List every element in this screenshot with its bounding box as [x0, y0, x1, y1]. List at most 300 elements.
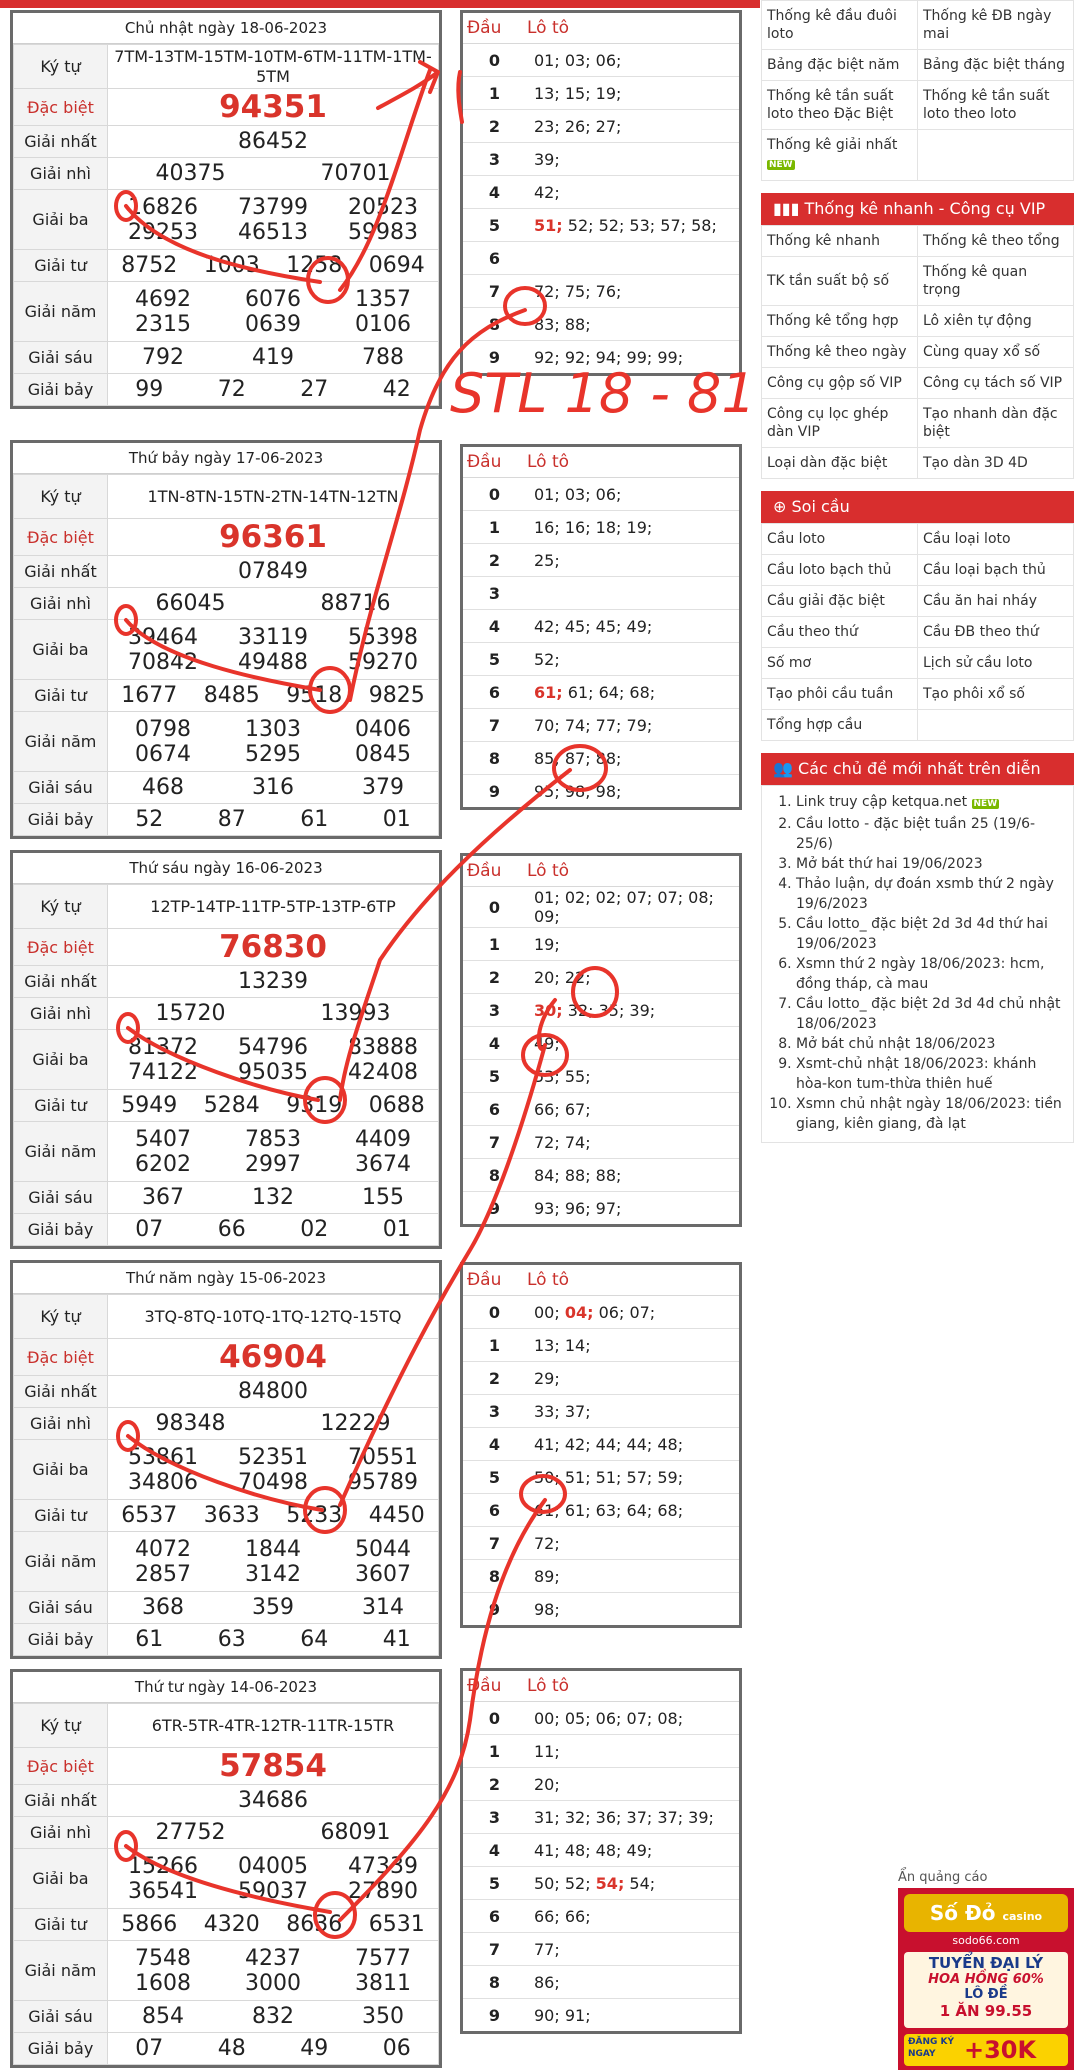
sidebar-link[interactable]: Công cụ lọc ghép dàn VIP: [762, 399, 918, 448]
draw-card: [10, 10, 442, 409]
sidebar-link[interactable]: Lịch sử cầu loto: [918, 648, 1074, 679]
prize-value: [108, 620, 439, 680]
prize-value: [108, 1849, 439, 1909]
prize-number: 3811: [355, 1970, 411, 1996]
prize-number: 4072: [135, 1536, 191, 1562]
prize-label: Giải bảy: [14, 374, 108, 406]
prize-number: 367: [142, 1185, 184, 1210]
loto-values: 77;: [526, 1933, 739, 1966]
prize-label: Giải nhì: [14, 158, 108, 190]
prize-value: [108, 1214, 439, 1246]
sidebar-link[interactable]: Công cụ gộp số VIP: [762, 368, 918, 399]
forum-topic-link[interactable]: 8. Mở bát chủ nhật 18/06/2023: [796, 1034, 1067, 1054]
prize-value: [108, 1440, 439, 1500]
prize-row-g2: [14, 998, 439, 1030]
prize-number: 52: [135, 807, 164, 832]
prize-row-g3: [14, 1440, 439, 1500]
sidebar-link[interactable]: Tổng hợp cầu: [762, 710, 918, 741]
loto-header: [463, 447, 739, 478]
loto-row: [463, 209, 739, 242]
prize-row-g3: [14, 190, 439, 250]
sidebar-link: [918, 130, 1074, 181]
loto-values: 00; 04; 06; 07;: [526, 1296, 739, 1329]
sidebar-link[interactable]: Bảng đặc biệt năm: [762, 50, 918, 81]
prize-number: 1844: [245, 1536, 301, 1562]
sidebar-link[interactable]: Tạo dàn 3D 4D: [918, 448, 1074, 479]
loto-head-digit: 9: [463, 1192, 526, 1225]
loto-row: [463, 1428, 739, 1461]
prize-number: 1357: [355, 286, 411, 312]
prize-number: 68091: [320, 1820, 391, 1845]
sidebar-link[interactable]: Lô xiên tự động: [918, 306, 1074, 337]
prize-number: 59270: [348, 649, 418, 675]
prize-number: 55398: [348, 624, 418, 650]
prize-row-g1: [14, 556, 439, 588]
prize-number: 27: [300, 377, 329, 402]
prize-value: [108, 772, 439, 804]
prize-label: Ký tự: [14, 1704, 108, 1748]
prize-number: 7853: [245, 1126, 301, 1152]
prize-value: [108, 2033, 439, 2065]
loto-values: 86;: [526, 1966, 739, 1999]
loto-head-label: Đầu: [463, 1671, 526, 1702]
loto-row: [463, 928, 739, 961]
sidebar-link[interactable]: Cầu loto bạch thủ: [762, 555, 918, 586]
prize-label: Giải tư: [14, 1909, 108, 1941]
prize-number: 6076: [245, 286, 301, 312]
loto-card: [460, 444, 742, 810]
prize-label: Giải sáu: [14, 772, 108, 804]
loto-row: [463, 1527, 739, 1560]
prize-number: 314: [362, 1595, 404, 1620]
prize-value: 6TR-5TR-4TR-12TR-11TR-15TR: [108, 1704, 439, 1748]
loto-row: [463, 1999, 739, 2032]
forum-topic-link[interactable]: 7. Cầu lotto_ đặc biệt 2d 3d 4d chủ nhật 18/06/2023: [796, 994, 1067, 1034]
loto-values: 51; 52; 52; 53; 57; 58;: [526, 209, 739, 242]
prize-number: 6202: [135, 1151, 191, 1177]
prize-number: 2315: [135, 311, 191, 337]
sidebar-link[interactable]: Cầu loto: [762, 524, 918, 555]
prize-number: 59037: [238, 1878, 308, 1904]
loto-row: [463, 1329, 739, 1362]
loto-values-label: Lô tô: [526, 1265, 739, 1296]
sidebar-link-row: [762, 337, 1074, 368]
loto-header: [463, 1671, 739, 1702]
handwritten-note: STL 18 - 81: [450, 362, 756, 425]
draw-date-title: Thứ sáu ngày 16-06-2023: [13, 853, 439, 884]
prize-label: Giải năm: [14, 712, 108, 772]
prize-number: 9825: [368, 683, 425, 708]
loto-values: 13; 14;: [526, 1329, 739, 1362]
special-loto: 61;: [534, 682, 563, 702]
loto-values: 30; 32; 35; 39;: [526, 994, 739, 1027]
loto-values: 83; 88;: [526, 308, 739, 341]
prize-number: 1003: [203, 253, 260, 278]
sidebar-link[interactable]: Bảng đặc biệt tháng: [918, 50, 1074, 81]
loto-head-digit: 0: [463, 1702, 526, 1735]
loto-values: 20;: [526, 1768, 739, 1801]
prize-number: 64: [300, 1627, 329, 1652]
loto-head-digit: 2: [463, 1768, 526, 1801]
sidebar-link[interactable]: Cầu loại bạch thủ: [918, 555, 1074, 586]
prize-number: 6537: [121, 1503, 178, 1528]
loto-values: 42;: [526, 176, 739, 209]
prize-label: Giải bảy: [14, 1214, 108, 1246]
sidebar-link[interactable]: Số mơ: [762, 648, 918, 679]
loto-head-digit: 0: [463, 887, 526, 928]
forum-topic-link[interactable]: 6. Xsmn thứ 2 ngày 18/06/2023: hcm, đồng tháp, cà mau: [796, 954, 1067, 994]
loto-values-label: Lô tô: [526, 1671, 739, 1702]
loto-row: [463, 577, 739, 610]
vip-section-title: Thống kê nhanh - Công cụ VIP: [804, 199, 1046, 218]
sidebar-link[interactable]: Cùng quay xổ số: [918, 337, 1074, 368]
prize-number: 0845: [355, 741, 411, 767]
sidebar-link-row: [762, 586, 1074, 617]
sidebar-link-row: [762, 555, 1074, 586]
loto-head-digit: 5: [463, 1461, 526, 1494]
loto-row: [463, 1395, 739, 1428]
sidebar-link[interactable]: Thống kê tần suất loto theo loto: [918, 81, 1074, 130]
loto-head-digit: 3: [463, 1801, 526, 1834]
loto-values: 29;: [526, 1362, 739, 1395]
loto-table: [463, 1265, 739, 1625]
prize-row-db: [14, 929, 439, 966]
loto-head-digit: 7: [463, 1126, 526, 1159]
sidebar-link[interactable]: Cầu ĐB theo thứ: [918, 617, 1074, 648]
loto-head-digit: 5: [463, 1867, 526, 1900]
prize-number: 49: [300, 2036, 329, 2061]
loto-row: [463, 1768, 739, 1801]
new-badge-icon: NEW: [973, 799, 998, 809]
prize-number: 12229: [320, 1411, 391, 1436]
prize-number: 155: [362, 1185, 404, 1210]
loto-values: 93; 96; 97;: [526, 1192, 739, 1225]
loto-values: 61; 61; 64; 68;: [526, 676, 739, 709]
loto-head-digit: 7: [463, 709, 526, 742]
prize-number: 0639: [245, 311, 301, 337]
loto-values: 66; 66;: [526, 1900, 739, 1933]
loto-values: 13; 15; 19;: [526, 77, 739, 110]
loto-values: 49;: [526, 1027, 739, 1060]
loto-row: [463, 961, 739, 994]
sidebar-link[interactable]: Tạo phôi cầu tuần: [762, 679, 918, 710]
loto-row: [463, 994, 739, 1027]
forum-topic-link[interactable]: 1. Link truy cập ketqua.net NEW: [796, 792, 1067, 814]
prize-value: [108, 342, 439, 374]
prize-number: 70701: [320, 161, 391, 186]
loto-head-digit: 4: [463, 1428, 526, 1461]
prize-row-g1: [14, 1376, 439, 1408]
forum-topic-link[interactable]: 9. Xsmt-chủ nhật 18/06/2023: khánh hòa-kon tum-thừa thiên huế: [796, 1054, 1067, 1094]
loto-row: [463, 1461, 739, 1494]
prize-number: 5295: [245, 741, 301, 767]
prize-row-db: [14, 89, 439, 126]
loto-row: [463, 1060, 739, 1093]
loto-row: [463, 1296, 739, 1329]
loto-head-digit: 1: [463, 1735, 526, 1768]
sidebar-link[interactable]: Thống kê theo tổng: [918, 226, 1074, 257]
prize-number: 66045: [155, 591, 226, 616]
loto-head-digit: 1: [463, 511, 526, 544]
loto-head-digit: 4: [463, 1027, 526, 1060]
prize-value: 1TN-8TN-15TN-2TN-14TN-12TN: [108, 475, 439, 519]
loto-row: [463, 1027, 739, 1060]
prize-number: 27752: [155, 1820, 226, 1845]
prize-label: Giải sáu: [14, 342, 108, 374]
prize-value: 76830: [108, 929, 439, 966]
prize-row-g2: [14, 1817, 439, 1849]
loto-row: [463, 1494, 739, 1527]
soicau-section-header: [761, 491, 1074, 523]
prize-number: 8485: [203, 683, 260, 708]
prize-number: 3607: [355, 1561, 411, 1587]
loto-row: [463, 610, 739, 643]
prize-number: 53861: [128, 1444, 198, 1470]
ad-cta[interactable]: ĐĂNG KÝ NGAY +30K: [904, 2034, 1068, 2066]
loto-head-digit: 0: [463, 478, 526, 511]
prize-number: 4409: [355, 1126, 411, 1152]
prize-label: Giải nhất: [14, 966, 108, 998]
draw-table: [13, 1703, 439, 2065]
prize-number: 5407: [135, 1126, 191, 1152]
prize-number: 20523: [348, 194, 418, 220]
prize-row-g7: [14, 2033, 439, 2065]
loto-head-digit: 0: [463, 44, 526, 77]
loto-row: [463, 1801, 739, 1834]
loto-values: 39;: [526, 143, 739, 176]
prize-number: 61: [135, 1627, 164, 1652]
loto-head-digit: 4: [463, 176, 526, 209]
draw-table: [13, 44, 439, 406]
loto-row: [463, 643, 739, 676]
prize-number: 0106: [355, 311, 411, 337]
sidebar-link[interactable]: Thống kê nhanh: [762, 226, 918, 257]
sidebar-link[interactable]: Loại dàn đặc biệt: [762, 448, 918, 479]
sidebar-link[interactable]: Tạo phôi xổ số: [918, 679, 1074, 710]
loto-values: 16; 16; 18; 19;: [526, 511, 739, 544]
prize-row-g1: [14, 126, 439, 158]
prize-value: [108, 374, 439, 406]
prize-number: 16826: [128, 194, 198, 220]
prize-number: 0694: [368, 253, 425, 278]
prize-value: 12TP-14TP-11TP-5TP-13TP-6TP: [108, 885, 439, 929]
loto-row: [463, 1834, 739, 1867]
prize-number: 3633: [203, 1503, 260, 1528]
loto-values-label: Lô tô: [526, 856, 739, 887]
loto-row: [463, 775, 739, 808]
bar-chart-icon: ▮▮▮: [773, 199, 805, 218]
loto-head-digit: 8: [463, 1159, 526, 1192]
prize-label: Giải bảy: [14, 2033, 108, 2065]
loto-values: 41; 48; 48; 49;: [526, 1834, 739, 1867]
draw-table: [13, 474, 439, 836]
loto-values: 95; 98; 98;: [526, 775, 739, 808]
prize-label: Giải ba: [14, 620, 108, 680]
sidebar-link[interactable]: Thống kê theo ngày: [762, 337, 918, 368]
new-badge-icon: NEW: [769, 160, 793, 170]
sidebar-link[interactable]: Thống kê giải nhất NEW: [762, 130, 918, 181]
sidebar-link-row: [762, 448, 1074, 479]
prize-value: 86452: [108, 126, 439, 158]
prize-number: 5866: [121, 1912, 178, 1937]
prize-number: 59983: [348, 219, 418, 245]
forum-topic-link[interactable]: 10. Xsmn chủ nhật ngày 18/06/2023: tiền giang, kiên giang, đà lạt: [796, 1094, 1067, 1134]
loto-values: 84; 88; 88;: [526, 1159, 739, 1192]
prize-number: 368: [142, 1595, 184, 1620]
sidebar-link[interactable]: Thống kê quan trọng: [918, 257, 1074, 306]
prize-number: 9319: [286, 1093, 343, 1118]
forum-topic-link[interactable]: 2. Cầu lotto - đặc biệt tuần 25 (19/6-25/6): [796, 814, 1067, 854]
prize-row-g2: [14, 158, 439, 190]
prize-number: 4450: [368, 1503, 425, 1528]
loto-head-digit: 2: [463, 544, 526, 577]
loto-row: [463, 1900, 739, 1933]
sidebar-link[interactable]: Tạo nhanh dàn đặc biệt: [918, 399, 1074, 448]
loto-head-label: Đầu: [463, 13, 526, 44]
prize-label: Giải tư: [14, 1500, 108, 1532]
loto-values: 50; 51; 51; 57; 59;: [526, 1461, 739, 1494]
prize-row-g5: [14, 712, 439, 772]
loto-values: 98;: [526, 1593, 739, 1626]
prize-value: [108, 1817, 439, 1849]
prize-number: 2997: [245, 1151, 301, 1177]
sidebar-link-row: [762, 50, 1074, 81]
loto-head-digit: 6: [463, 1494, 526, 1527]
prize-number: 9518: [286, 683, 343, 708]
prize-number: 33119: [238, 624, 308, 650]
sidebar-link[interactable]: Cầu theo thứ: [762, 617, 918, 648]
prize-label: Giải nhất: [14, 1376, 108, 1408]
ad-content: TUYỂN ĐẠI LÝ HOA HỒNG 60% LÔ ĐỀ 1 ĂN 99.55: [904, 1952, 1068, 2028]
prize-number: 5284: [203, 1093, 260, 1118]
prize-number: 5044: [355, 1536, 411, 1562]
sidebar-link[interactable]: Cầu ăn hai nháy: [918, 586, 1074, 617]
loto-header: [463, 13, 739, 44]
ad-url: sodo66.com: [952, 1934, 1020, 1947]
prize-number: 15266: [128, 1853, 198, 1879]
loto-head-digit: 8: [463, 308, 526, 341]
loto-head-digit: 0: [463, 1296, 526, 1329]
loto-values: 85; 87; 88;: [526, 742, 739, 775]
prize-value: 13239: [108, 966, 439, 998]
prize-number: 792: [142, 345, 184, 370]
prize-row-g4: [14, 680, 439, 712]
prize-label: Giải tư: [14, 250, 108, 282]
loto-head-digit: 1: [463, 77, 526, 110]
prize-value: [108, 1182, 439, 1214]
prize-row-g5: [14, 282, 439, 342]
loto-table: [463, 13, 739, 373]
loto-head-digit: 3: [463, 994, 526, 1027]
prize-number: 2857: [135, 1561, 191, 1587]
loto-head-digit: 4: [463, 610, 526, 643]
loto-head-digit: 7: [463, 1527, 526, 1560]
prize-row-db: [14, 1339, 439, 1376]
forum-topic-link[interactable]: 3. Mở bát thứ hai 19/06/2023: [796, 854, 1067, 874]
loto-values: 01; 02; 02; 07; 07; 08; 09;: [526, 887, 739, 928]
sidebar-link[interactable]: Cầu giải đặc biệt: [762, 586, 918, 617]
loto-row: [463, 1735, 739, 1768]
prize-label: Giải nhất: [14, 126, 108, 158]
prize-row-kytu: [14, 1704, 439, 1748]
vip-section-header: [761, 193, 1074, 225]
draw-date-title: Thứ năm ngày 15-06-2023: [13, 1263, 439, 1294]
prize-row-g7: [14, 374, 439, 406]
prize-number: 3674: [355, 1151, 411, 1177]
sidebar-link[interactable]: Thống kê đầu đuôi loto: [762, 1, 918, 50]
forum-topic-link[interactable]: 4. Thảo luận, dự đoán xsmb thứ 2 ngày 19/6/2023: [796, 874, 1067, 914]
sidebar-link[interactable]: TK tần suất bộ số: [762, 257, 918, 306]
sidebar-link-row: [762, 1, 1074, 50]
loto-values: 31; 32; 36; 37; 37; 39;: [526, 1801, 739, 1834]
hide-ad-link[interactable]: Ẩn quảng cáo: [898, 1870, 988, 1885]
prize-value: 3TQ-8TQ-10TQ-1TQ-12TQ-15TQ: [108, 1295, 439, 1339]
prize-number: 74122: [128, 1059, 198, 1085]
prize-number: 70551: [348, 1444, 418, 1470]
prize-row-g6: [14, 2001, 439, 2033]
prize-label: Giải bảy: [14, 1624, 108, 1656]
prize-number: 88716: [320, 591, 391, 616]
prize-label: Giải sáu: [14, 2001, 108, 2033]
prize-row-g3: [14, 1849, 439, 1909]
sidebar-link[interactable]: Cầu loại loto: [918, 524, 1074, 555]
sidebar-link-row: [762, 617, 1074, 648]
draw-card: [10, 1260, 442, 1659]
loto-values: 20; 22;: [526, 961, 739, 994]
prize-number: 1677: [121, 683, 178, 708]
loto-values: 00; 05; 06; 07; 08;: [526, 1702, 739, 1735]
loto-row: [463, 1126, 739, 1159]
prize-value: [108, 250, 439, 282]
sidebar-link[interactable]: Công cụ tách số VIP: [918, 368, 1074, 399]
sidebar-link[interactable]: Thống kê tổng hợp: [762, 306, 918, 337]
special-loto: 30;: [534, 1000, 563, 1020]
draw-date-title: Thứ bảy ngày 17-06-2023: [13, 443, 439, 474]
loto-card: [460, 1262, 742, 1628]
loto-values: 01; 03; 06;: [526, 44, 739, 77]
prize-value: [108, 998, 439, 1030]
prize-value: 57854: [108, 1748, 439, 1785]
loto-values: 01; 03; 06;: [526, 478, 739, 511]
prize-number: 0674: [135, 741, 191, 767]
advertisement-banner[interactable]: [898, 1888, 1074, 2070]
prize-row-g5: [14, 1532, 439, 1592]
prize-number: 3142: [245, 1561, 301, 1587]
prize-row-g6: [14, 342, 439, 374]
forum-topic-link[interactable]: 5. Cầu lotto_ đặc biệt 2d 3d 4d thứ hai 19/06/2023: [796, 914, 1067, 954]
prize-number: 42408: [348, 1059, 418, 1085]
loto-values: 89;: [526, 1560, 739, 1593]
sidebar-link[interactable]: Thống kê tần suất loto theo Đặc Biệt: [762, 81, 918, 130]
loto-head-digit: 2: [463, 1362, 526, 1395]
sidebar-link-row: [762, 130, 1074, 181]
soicau-section-title: Soi cầu: [791, 497, 850, 516]
loto-values: 23; 26; 27;: [526, 110, 739, 143]
prize-row-g5: [14, 1122, 439, 1182]
loto-values: [526, 577, 739, 610]
loto-head-digit: 6: [463, 242, 526, 275]
soicau-links: [761, 523, 1074, 741]
prize-number: 39464: [128, 624, 198, 650]
loto-head-digit: 6: [463, 1093, 526, 1126]
prize-value: [108, 1592, 439, 1624]
sidebar-link[interactable]: Thống kê ĐB ngày mai: [918, 1, 1074, 50]
prize-row-g4: [14, 250, 439, 282]
prize-number: 350: [362, 2004, 404, 2029]
loto-values-label: Lô tô: [526, 13, 739, 44]
loto-head-label: Đầu: [463, 1265, 526, 1296]
prize-row-g3: [14, 620, 439, 680]
